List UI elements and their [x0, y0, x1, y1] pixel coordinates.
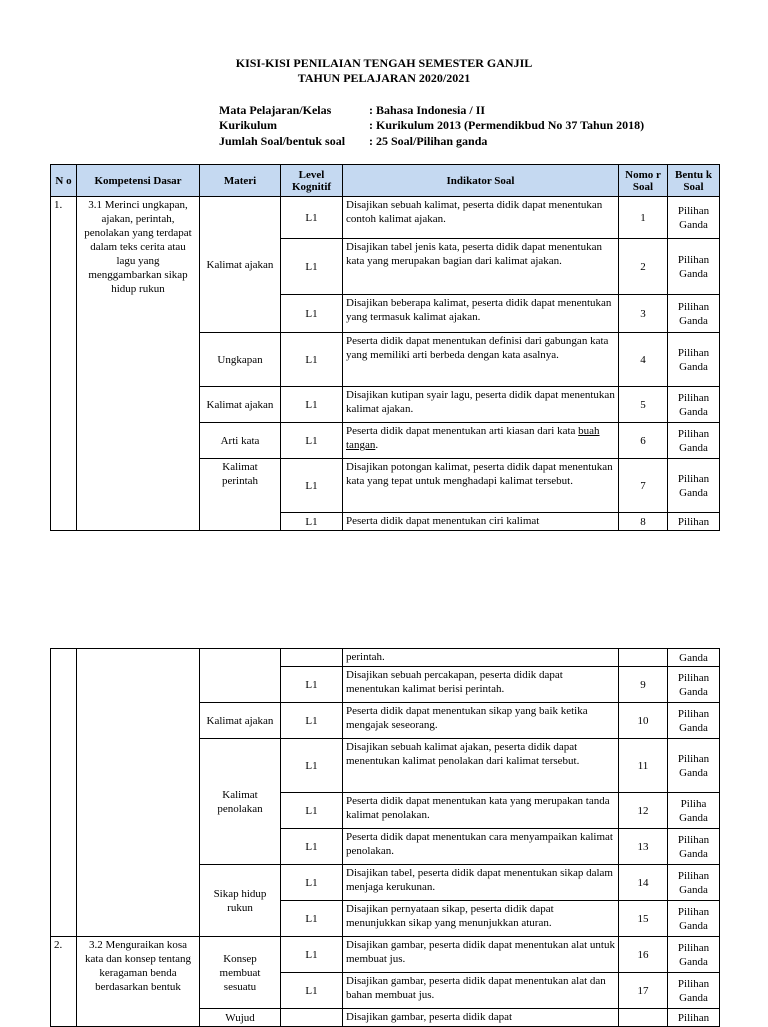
kompetensi-dasar-cell: 3.1 Merinci ungkapan, ajakan, perintah, penolakan yang terdapat dalam teks cerita atau lagu yang menggambarkan sikap hidup rukun	[77, 197, 200, 531]
table-header-row	[51, 165, 720, 197]
nomor-cell: 3	[619, 295, 668, 333]
level-cell: L1	[281, 793, 343, 829]
nomor-cell: 14	[619, 865, 668, 901]
indikator-text-end: .	[375, 439, 379, 451]
materi-cell: Konsep membuat sesuatu	[200, 937, 281, 1009]
bentuk-cell: Pilihan Ganda	[668, 973, 720, 1009]
indikator-cell	[343, 423, 619, 459]
level-cell: L1	[281, 901, 343, 937]
nomor-cell: 5	[619, 387, 668, 423]
header-indikator-soal: Indikator Soal	[343, 165, 619, 197]
nomor-cell: 7	[619, 459, 668, 513]
nomor-cell: 13	[619, 829, 668, 865]
nomor-cell: 6	[619, 423, 668, 459]
level-cell	[281, 649, 343, 667]
nomor-cell: 11	[619, 739, 668, 793]
table-row	[51, 937, 720, 973]
nomor-cell	[619, 649, 668, 667]
level-cell: L1	[281, 333, 343, 387]
bentuk-cell: Pilihan Ganda	[668, 423, 720, 459]
indikator-cell: Disajikan pernyataan sikap, peserta didik dapat menunjukkan sikap yang menunjukkan aturan.	[343, 901, 619, 937]
indikator-cell: Peserta didik dapat menentukan kata yang merupakan tanda kalimat penolakan.	[343, 793, 619, 829]
level-cell: L1	[281, 667, 343, 703]
indikator-cell: Disajikan sebuah kalimat ajakan, peserta didik dapat menentukan kalimat penolakan dari kalimat tersebut.	[343, 739, 619, 793]
level-cell: L1	[281, 459, 343, 513]
indikator-cell: Disajikan kutipan syair lagu, peserta didik dapat menentukan kalimat ajakan.	[343, 387, 619, 423]
nomor-cell: 17	[619, 973, 668, 1009]
level-cell: L1	[281, 865, 343, 901]
table-row	[51, 197, 720, 239]
kompetensi-dasar-cell-empty	[77, 649, 200, 937]
materi-cell: Wujud	[200, 1009, 281, 1027]
bentuk-cell: Pilihan	[668, 1009, 720, 1027]
indikator-cell: Disajikan sebuah kalimat, peserta didik dapat menentukan contoh kalimat ajakan.	[343, 197, 619, 239]
grid-table-page-2	[50, 648, 720, 1027]
nomor-cell: 8	[619, 513, 668, 531]
level-cell: L1	[281, 387, 343, 423]
bentuk-cell: Pilihan Ganda	[668, 703, 720, 739]
meta-label: Mata Pelajaran/Kelas	[219, 103, 332, 117]
level-cell: L1	[281, 829, 343, 865]
header-bentuk-soal: Bentu k Soal	[668, 165, 720, 197]
meta-label: Jumlah Soal/bentuk soal	[219, 134, 346, 148]
bentuk-cell: Pilihan Ganda	[668, 387, 720, 423]
level-cell: L1	[281, 703, 343, 739]
header-level-kognitif: Level Kognitif	[281, 165, 343, 197]
nomor-cell: 10	[619, 703, 668, 739]
indikator-text: Peserta didik dapat menentukan arti kiasan dari kata	[346, 425, 579, 437]
bentuk-cell: Pilihan Ganda	[668, 459, 720, 513]
bentuk-cell: Pilihan	[668, 513, 720, 531]
indikator-cell: Disajikan tabel jenis kata, peserta didik dapat menentukan kata yang merupakan bagian dari kalimat ajakan.	[343, 239, 619, 295]
materi-cell: Ungkapan	[200, 333, 281, 387]
header-materi: Materi	[200, 165, 281, 197]
indikator-cell: Peserta didik dapat menentukan cara menyampaikan kalimat penolakan.	[343, 829, 619, 865]
indikator-cell: Peserta didik dapat menentukan definisi dari gabungan kata yang memiliki arti berbeda dengan kata asalnya.	[343, 333, 619, 387]
indikator-cell: Disajikan potongan kalimat, peserta didik dapat menentukan kata yang tepat untuk menghadapi kalimat tersebut.	[343, 459, 619, 513]
nomor-cell: 2	[619, 239, 668, 295]
indikator-cell: Disajikan gambar, peserta didik dapat	[343, 1009, 619, 1027]
indikator-cell: Disajikan gambar, peserta didik dapat menentukan alat untuk membuat jus.	[343, 937, 619, 973]
underlined-term: buah tangan	[346, 425, 600, 451]
materi-cell: Kalimat ajakan	[200, 703, 281, 739]
bentuk-cell: Pilihan Ganda	[668, 739, 720, 793]
level-cell: L1	[281, 423, 343, 459]
bentuk-cell: Ganda	[668, 649, 720, 667]
table-row	[51, 649, 720, 667]
indikator-cell: Peserta didik dapat menentukan ciri kalimat	[343, 513, 619, 531]
level-cell: L1	[281, 513, 343, 531]
row-number: 1.	[51, 197, 77, 531]
meta-row-subject	[219, 103, 485, 118]
materi-cell: Sikap hidup rukun	[200, 865, 281, 937]
document-subtitle: TAHUN PELAJARAN 2020/2021	[297, 71, 471, 85]
bentuk-cell: Pilihan Ganda	[668, 197, 720, 239]
level-cell: L1	[281, 937, 343, 973]
meta-row-curriculum	[219, 118, 644, 133]
level-cell: L1	[281, 295, 343, 333]
header-nomor-soal: Nomo r Soal	[619, 165, 668, 197]
bentuk-cell: Piliha Ganda	[668, 793, 720, 829]
indikator-cell: Peserta didik dapat menentukan sikap yang baik ketika mengajak seseorang.	[343, 703, 619, 739]
level-cell: L1	[281, 197, 343, 239]
materi-cell: Kalimat ajakan	[200, 197, 281, 333]
bentuk-cell: Pilihan Ganda	[668, 829, 720, 865]
bentuk-cell: Pilihan Ganda	[668, 333, 720, 387]
level-cell: L1	[281, 239, 343, 295]
materi-cell: Kalimat ajakan	[200, 387, 281, 423]
meta-value: : Bahasa Indonesia / II	[369, 103, 486, 117]
grid-table-page-1	[50, 164, 720, 531]
meta-row-question-count	[219, 134, 487, 149]
bentuk-cell: Pilihan Ganda	[668, 667, 720, 703]
row-number-empty	[51, 649, 77, 937]
indikator-cell: Disajikan beberapa kalimat, peserta didik dapat menentukan yang termasuk kalimat ajakan.	[343, 295, 619, 333]
materi-cell: Kalimat penolakan	[200, 739, 281, 865]
bentuk-cell: Pilihan Ganda	[668, 239, 720, 295]
document-title: KISI-KISI PENILAIAN TENGAH SEMESTER GANJIL	[235, 56, 533, 70]
level-cell: L1	[281, 973, 343, 1009]
level-cell: L1	[281, 739, 343, 793]
nomor-cell: 1	[619, 197, 668, 239]
meta-value: : Kurikulum 2013 (Permendikbud No 37 Tahun 2018)	[369, 118, 645, 132]
header-kompetensi-dasar: Kompetensi Dasar	[77, 165, 200, 197]
nomor-cell: 12	[619, 793, 668, 829]
nomor-cell: 4	[619, 333, 668, 387]
bentuk-cell: Pilihan Ganda	[668, 865, 720, 901]
nomor-cell: 15	[619, 901, 668, 937]
nomor-cell: 16	[619, 937, 668, 973]
materi-cell-empty	[200, 649, 281, 703]
header-no: N o	[51, 165, 77, 197]
row-number: 2.	[51, 937, 77, 1027]
nomor-cell: 9	[619, 667, 668, 703]
indikator-cell: Disajikan sebuah percakapan, peserta didik dapat menentukan kalimat berisi perintah.	[343, 667, 619, 703]
bentuk-cell: Pilihan Ganda	[668, 901, 720, 937]
meta-value: : 25 Soal/Pilihan ganda	[369, 134, 488, 148]
materi-cell: Arti kata	[200, 423, 281, 459]
indikator-cell: Disajikan tabel, peserta didik dapat menentukan sikap dalam menjaga kerukunan.	[343, 865, 619, 901]
meta-label: Kurikulum	[219, 118, 278, 132]
kompetensi-dasar-cell: 3.2 Menguraikan kosa kata dan konsep tentang keragaman benda berdasarkan bentuk	[77, 937, 200, 1027]
indikator-cell: Disajikan gambar, peserta didik dapat menentukan alat dan bahan membuat jus.	[343, 973, 619, 1009]
materi-cell: Kalimat perintah	[200, 459, 281, 531]
bentuk-cell: Pilihan Ganda	[668, 295, 720, 333]
bentuk-cell: Pilihan Ganda	[668, 937, 720, 973]
indikator-cell: perintah.	[343, 649, 619, 667]
